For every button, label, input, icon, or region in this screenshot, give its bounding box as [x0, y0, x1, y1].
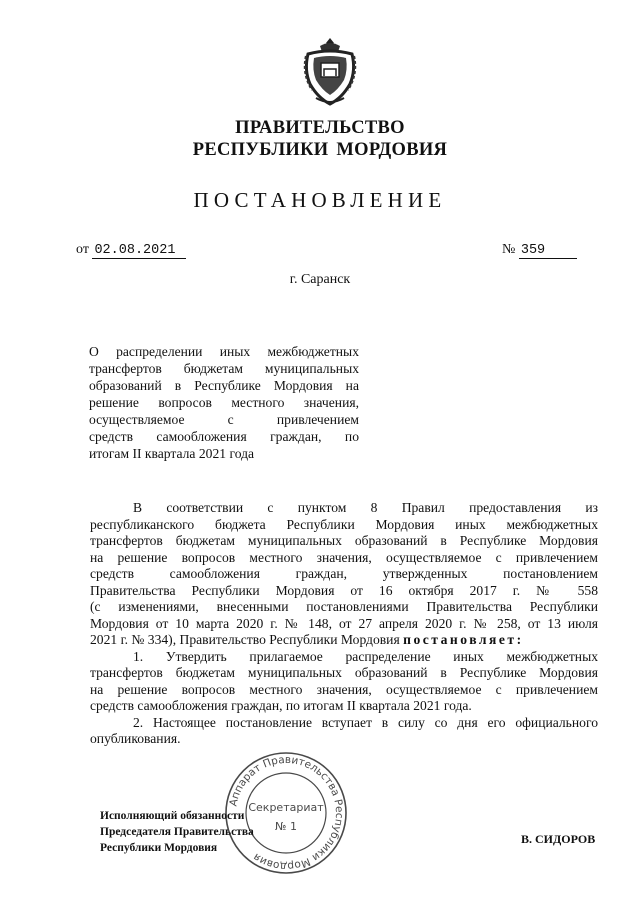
stamp-inner-line1: Секретариат [248, 801, 324, 814]
paragraph-line: В соответствии с пунктом 8 Правил предоставления из [133, 500, 598, 515]
body-text [90, 500, 598, 748]
paragraph-line: Мордовия от 10 марта 2020 г. № 148, от 27 апреля 2020 г. № 258, от 13 июля [90, 615, 598, 631]
org-title-line1: ПРАВИТЕЛЬСТВО [235, 118, 405, 138]
number-value: 359 [519, 243, 577, 259]
decree-word: постановляет: [403, 632, 524, 647]
item-1-line: трансфертов бюджетам муниципальных образований в Республике Мордовия [90, 665, 598, 680]
paragraph-line: на решение вопросов местного значения, осуществляемое с привлечением [90, 549, 598, 565]
subject-block [89, 343, 359, 462]
subject-line: средств самообложения граждан, по [89, 429, 359, 444]
item-1-line: на решение вопросов местного значения, осуществляемое с привлечением [90, 681, 598, 697]
item-2-line: 2. Настоящее постановление вступает в силу со дня его официального [133, 714, 598, 730]
subject-line: образований в Республике Мордовия на [89, 378, 359, 393]
date-prefix: от [76, 242, 89, 257]
number-prefix: № [502, 242, 516, 257]
item-1-line: 1. Утвердить прилагаемое распределение иных межбюджетных [133, 648, 598, 664]
paragraph-line: Правительства Республики Мордовия от 16 октября 2017 г. № 558 [90, 582, 598, 598]
paragraph-line: средств самообложения граждан, утвержденных постановлением [90, 566, 598, 581]
paragraph-line-text: 2021 г. № 334), Правительство Республики Мордовия [90, 632, 400, 647]
date-value: 02.08.2021 [92, 243, 186, 259]
subject-line: О распределении иных межбюджетных [89, 344, 359, 359]
stamp-outer-text: Аппарат Правительства Республики Мордовия [227, 753, 346, 873]
document-type-title: ПОСТАНОВЛЕНИЕ [193, 188, 447, 212]
signer-name: В. СИДОРОВ [521, 832, 596, 846]
number-field [502, 242, 577, 259]
org-title-line2: РЕСПУБЛИКИ МОРДОВИЯ [192, 140, 448, 160]
city-name: г. Саранск [289, 272, 351, 287]
subject-line: осуществляемое с привлечением [89, 412, 359, 427]
subject-line: трансфертов бюджетам муниципальных [89, 361, 359, 376]
stamp-inner-line2: № 1 [275, 820, 297, 833]
paragraph-line: (с изменениями, внесенными постановлениями Правительства Республики [90, 599, 598, 614]
signer-position-line: Республики Мордовия [100, 842, 218, 854]
item-1-line: средств самообложения граждан, по итогам II квартала 2021 года. [90, 698, 472, 713]
paragraph-line: республиканского бюджета Республики Мордовия иных межбюджетных [90, 516, 598, 532]
signer-position-line: Исполняющий обязанности [100, 810, 245, 822]
paragraph-line [90, 632, 598, 649]
signer-position-line: Председателя Правительства [100, 826, 254, 838]
coat-of-arms-icon [300, 36, 360, 108]
subject-line: итогам II квартала 2021 года [89, 446, 255, 461]
paragraph-line: трансфертов бюджетам муниципальных образований в Республике Мордовия [90, 533, 598, 548]
date-field [76, 242, 186, 259]
official-stamp [221, 748, 351, 878]
item-2-line: опубликования. [90, 731, 181, 746]
subject-line: решение вопросов местного значения, [89, 395, 359, 410]
